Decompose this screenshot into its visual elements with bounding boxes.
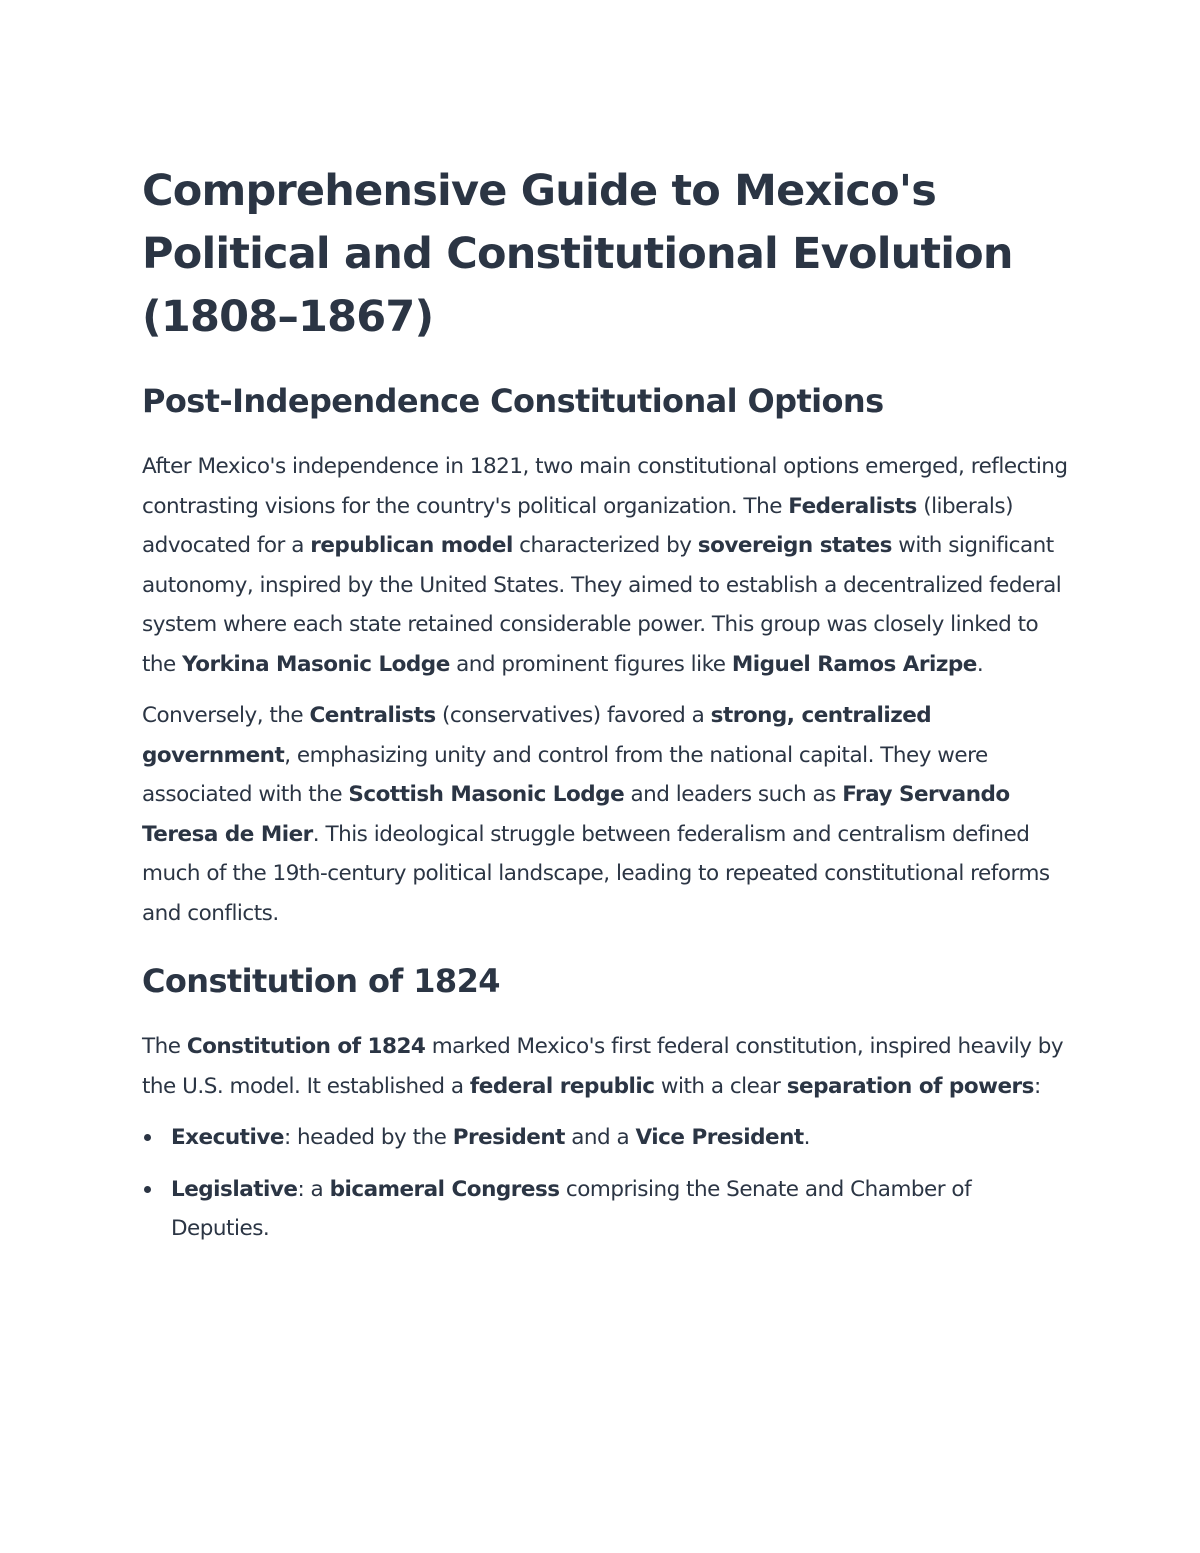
document-title: Comprehensive Guide to Mexico's Political and Constitutional Evolution (1808–1867) <box>142 166 1013 342</box>
text-run: : a <box>297 1176 330 1202</box>
powers-list <box>142 1118 1072 1249</box>
text-run: with a clear <box>654 1073 787 1099</box>
text-run: : headed by the <box>283 1125 453 1150</box>
paragraph-centralists <box>142 696 1072 933</box>
text-run: Conversely, the <box>142 703 310 728</box>
text-run: (conservatives) favored a <box>435 703 711 728</box>
text-run: characterized by <box>512 533 698 558</box>
text-run: and leaders such as <box>624 782 843 807</box>
text-run: comprising the Senate and Chamber of Deputies. <box>171 1176 972 1241</box>
bold-term-scottish-lodge: Scottish Masonic Lodge <box>348 782 625 807</box>
bold-term-executive: Executive <box>171 1125 284 1150</box>
text-run: : <box>1033 1073 1041 1099</box>
bold-term-sovereign-states: sovereign states <box>697 533 892 558</box>
bold-term-bicameral-congress: bicameral Congress <box>329 1176 560 1202</box>
bold-term-strong-centralized-government: strong, centralized government <box>142 703 932 768</box>
bold-term-vice-president: Vice President <box>635 1125 804 1150</box>
bold-term-yorkina-lodge: Yorkina Masonic Lodge <box>182 651 450 677</box>
section-heading-constitution-1824: Constitution of 1824 <box>142 962 500 1000</box>
text-run: . <box>976 651 984 677</box>
bold-term-centralists: Centralists <box>309 703 436 728</box>
bold-term-federalists: Federalists <box>788 493 917 519</box>
bold-term-constitution-1824: Constitution of 1824 <box>186 1034 426 1059</box>
paragraph-federalists <box>142 447 1072 684</box>
bold-term-fray-servando: Fray Servando Teresa de Mier <box>142 782 1010 847</box>
bold-term-federal-republic: federal republic <box>469 1073 655 1099</box>
text-run: After Mexico's independence in 1821, two main constitutional options emerged, reflecting contrasting visions for the country's political organization. The <box>142 454 1068 519</box>
list-item-legislative <box>142 1170 1072 1249</box>
document-page <box>142 160 1072 1261</box>
section-heading-post-independence: Post-Independence Constitutional Options <box>142 382 884 420</box>
text-run: (liberals) advocated for a <box>142 493 1013 558</box>
paragraph-constitution-1824 <box>142 1027 1072 1106</box>
text-run: . This ideological struggle between federalism and centralism defined much of the 19th-century political landscape, leading to repeated constitutional reforms and conflicts. <box>142 821 1050 926</box>
bold-term-republican-model: republican model <box>310 533 513 558</box>
bold-term-separation-of-powers: separation of powers <box>786 1073 1034 1099</box>
text-run: marked Mexico's first federal constitution, inspired heavily by the U.S. model. It established a <box>142 1034 1064 1099</box>
bold-term-legislative: Legislative <box>171 1176 298 1202</box>
list-item-executive <box>142 1118 1072 1158</box>
bullet-icon <box>144 1186 151 1193</box>
text-run: , emphasizing unity and control from the national capital. They were associated with the <box>142 742 988 807</box>
text-run: with significant autonomy, inspired by the United States. They aimed to establish a decentralized federal system where each state retained considerable power. This group was closely linked to the <box>142 533 1062 677</box>
bold-term-president: President <box>452 1125 565 1150</box>
text-run: The <box>142 1034 187 1059</box>
text-run: and a <box>564 1125 636 1150</box>
text-run: . <box>803 1125 810 1150</box>
bold-term-miguel-ramos-arizpe: Miguel Ramos Arizpe <box>731 651 977 677</box>
bullet-icon <box>144 1134 151 1141</box>
text-run: and prominent figures like <box>449 651 732 677</box>
